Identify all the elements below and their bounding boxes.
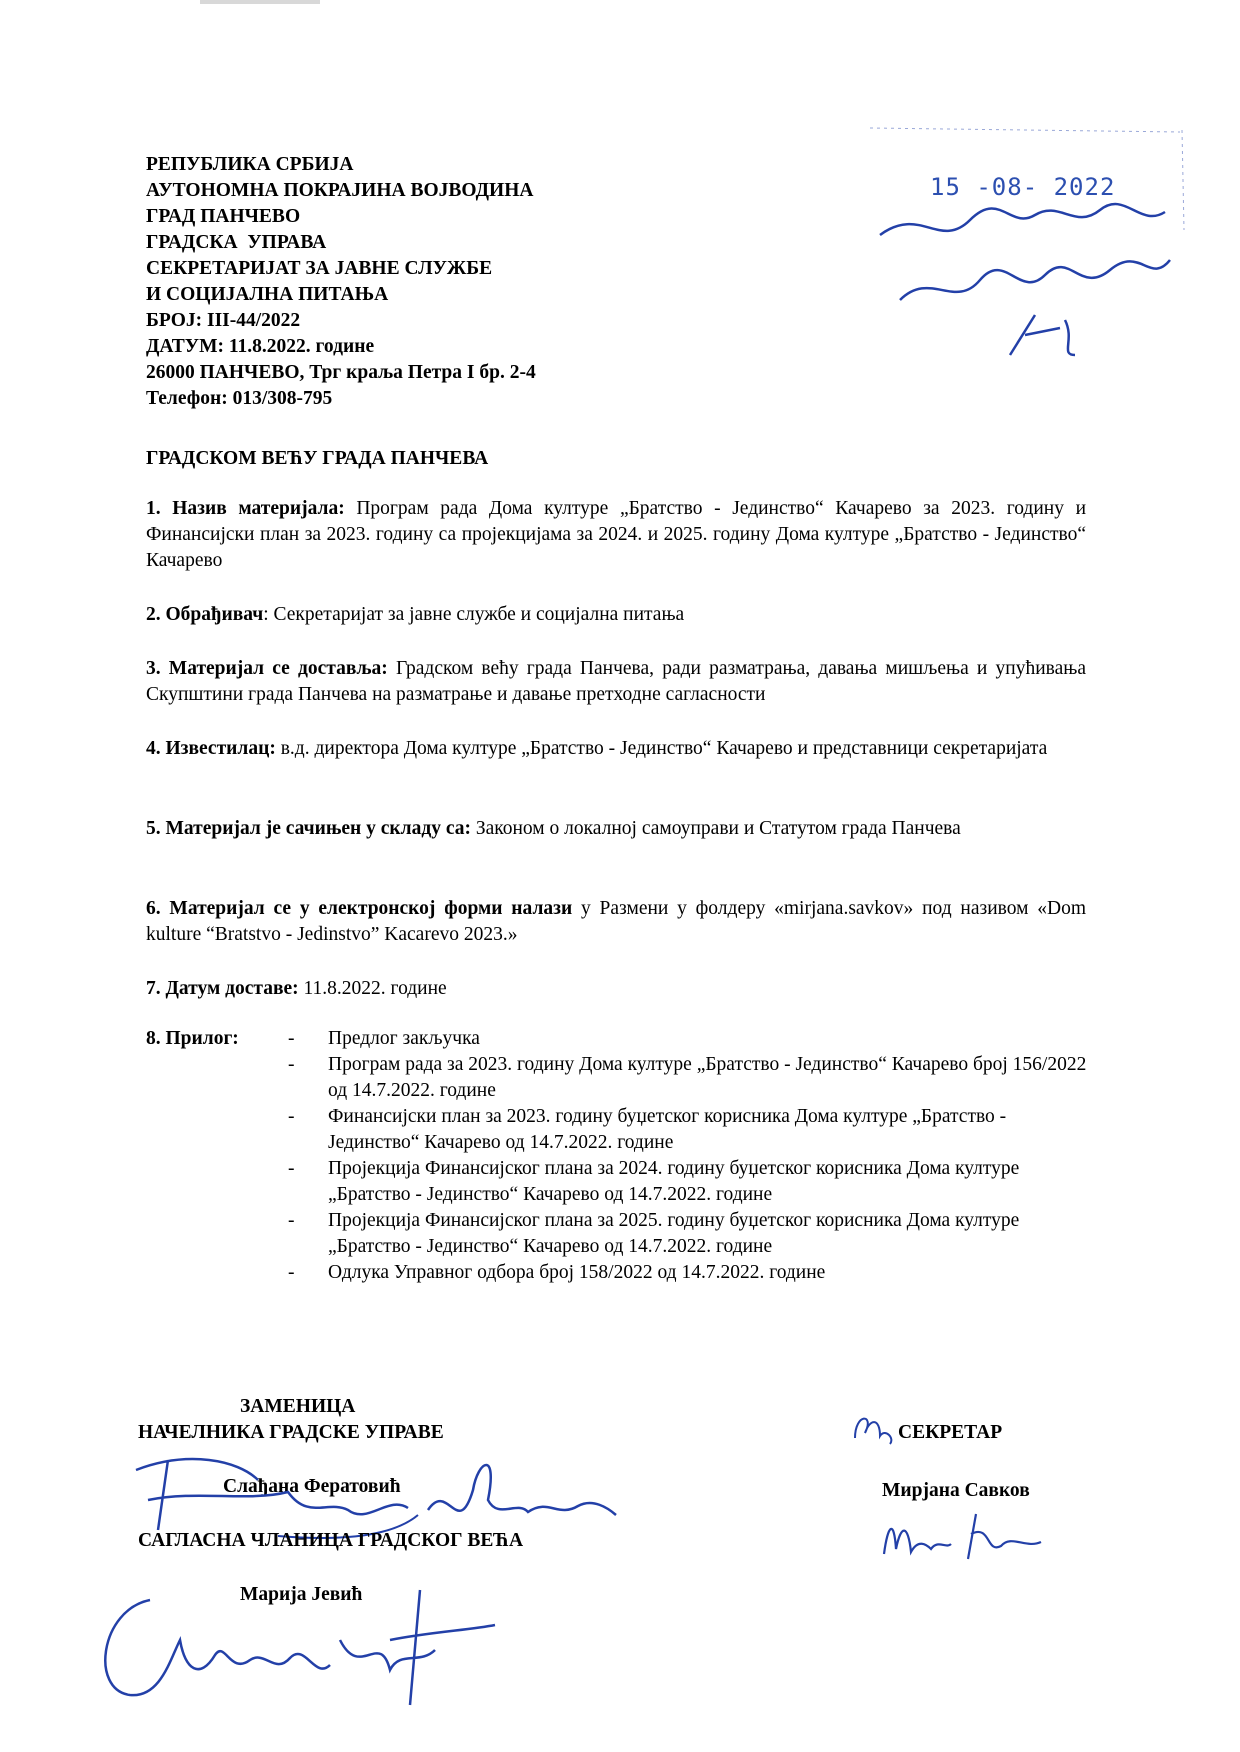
item-label: 7. Датум доставе: (146, 978, 299, 999)
address: 26000 ПАНЧЕВО, Трг краља Петра I бр. 2-4 (146, 362, 536, 383)
attachment-text: Пројекција Финансијског плана за 2025. годину буџетског корисника Дома културе „Братство - Јединство“ Качарево од 14.7.2022. године (328, 1210, 1020, 1257)
council-member-title: САГЛАСНА ЧЛАНИЦА ГРАДСКОГ ВЕЋА (138, 1530, 524, 1551)
item-legal-basis (146, 816, 1086, 842)
item-text: в.д. директора Дома културе „Братство - Јединство“ Качарево и представници секретаријата (275, 738, 1048, 759)
item-electronic-location (146, 896, 1086, 948)
receipt-stamp (860, 110, 1190, 370)
secretary-title: СЕКРЕТАР (898, 1422, 1003, 1443)
item-label: 3. Материјал се доставља: (146, 658, 388, 679)
secretary-initials (850, 1408, 900, 1448)
item-text: у Размени у фолдеру «mirjana.savkov» под називом «Dom kulture “Bratstvo - Jedinstvo” Kacarevo 2023.» (146, 898, 1086, 945)
item-label: 2. Обрађивач (146, 604, 264, 625)
phone: Телефон: 013/308-795 (146, 388, 333, 409)
list-dash: - (288, 1054, 295, 1075)
item-delivered-to (146, 656, 1086, 708)
attachment-text: Пројекција Финансијског плана за 2024. годину буџетског корисника Дома културе „Братство - Јединство“ Качарево од 14.7.2022. године (328, 1158, 1020, 1205)
attachment-item (288, 1104, 1088, 1156)
attachment-item (288, 1026, 1088, 1052)
list-dash: - (288, 1158, 295, 1179)
deputy-title-2: НАЧЕЛНИКА ГРАДСКЕ УПРАВЕ (138, 1422, 444, 1443)
attachment-item (288, 1208, 1088, 1260)
item-label: 4. Известилац: (146, 738, 276, 759)
item-reporter (146, 736, 1086, 762)
item-material-name (146, 496, 1086, 574)
item-text: Законом о локалној самоуправи и Статутом града Панчева (470, 818, 961, 839)
attachment-item (288, 1260, 1088, 1286)
list-dash: - (288, 1262, 295, 1283)
attachment-text: Одлука Управног одбора број 158/2022 од 14.7.2022. године (328, 1262, 826, 1283)
item-text: : Секретаријат за јавне службе и социјална питања (263, 604, 685, 625)
attachment-text: Предлог закључка (328, 1028, 480, 1049)
attachments-list (288, 1026, 1088, 1286)
header-line: И СОЦИЈАЛНА ПИТАЊА (146, 284, 389, 305)
header-line: СЕКРЕТАРИЈАТ ЗА ЈАВНЕ СЛУЖБЕ (146, 258, 493, 279)
item-text: Програм рада Дома културе „Братство - Јединство“ Качарево за 2023. годину и Финансијски план за 2023. годину са пројекцијама за 2024. и 2025. годину Дома културе „Братство - Јединство“ Качарево (146, 498, 1087, 571)
item-delivery-date (146, 976, 1086, 1002)
deputy-title: ЗАМЕНИЦА (240, 1396, 356, 1417)
addressee: ГРАДСКОМ ВЕЋУ ГРАДА ПАНЧЕВА (146, 448, 489, 469)
header-line: ГРАД ПАНЧЕВО (146, 206, 301, 227)
attachments-label: 8. Прилог: (146, 1028, 239, 1049)
document-date: ДАТУМ: 11.8.2022. године (146, 336, 375, 357)
list-dash: - (288, 1106, 295, 1127)
attachment-text: Финансијски план за 2023. годину буџетског корисника Дома културе „Братство - Јединство“ Качарево од 14.7.2022. године (328, 1106, 1007, 1153)
header-line: ГРАДСКА УПРАВА (146, 232, 327, 253)
secretary-name: Мирјана Савков (882, 1480, 1030, 1501)
sender-header (146, 152, 536, 412)
stamp-date: 15 -08- 2022 (930, 173, 1116, 201)
attachment-item (288, 1156, 1088, 1208)
council-member-name: Марија Јевић (240, 1584, 363, 1605)
item-label: 5. Материјал је сачињен у складу са: (146, 818, 471, 839)
council-member-signature (90, 1580, 500, 1710)
item-label: 6. Материјал се у електронској форми налази (146, 898, 573, 919)
header-line: РЕПУБЛИКА СРБИЈА (146, 154, 354, 175)
attachment-text: Програм рада за 2023. годину Дома културе „Братство - Јединство“ Качарево број 156/2022 од 14.7.2022. године (328, 1054, 1087, 1101)
header-line: АУТОНОМНА ПОКРАЈИНА ВОЈВОДИНА (146, 180, 534, 201)
item-processor (146, 602, 1086, 628)
scan-mark (200, 0, 320, 4)
list-dash: - (288, 1028, 295, 1049)
item-label: 1. Назив материјала: (146, 498, 345, 519)
secretary-signature (876, 1504, 1046, 1564)
document-number: БРОЈ: III-44/2022 (146, 310, 301, 331)
item-text: Градском већу града Панчева, ради разматрања, давања мишљења и упућивања Скупштини града Панчева на разматрање и давање претходне сагласности (146, 658, 1087, 705)
list-dash: - (288, 1210, 295, 1231)
deputy-name: Слађана Фератовић (223, 1476, 401, 1497)
item-text: 11.8.2022. године (298, 978, 447, 999)
attachment-item (288, 1052, 1088, 1104)
